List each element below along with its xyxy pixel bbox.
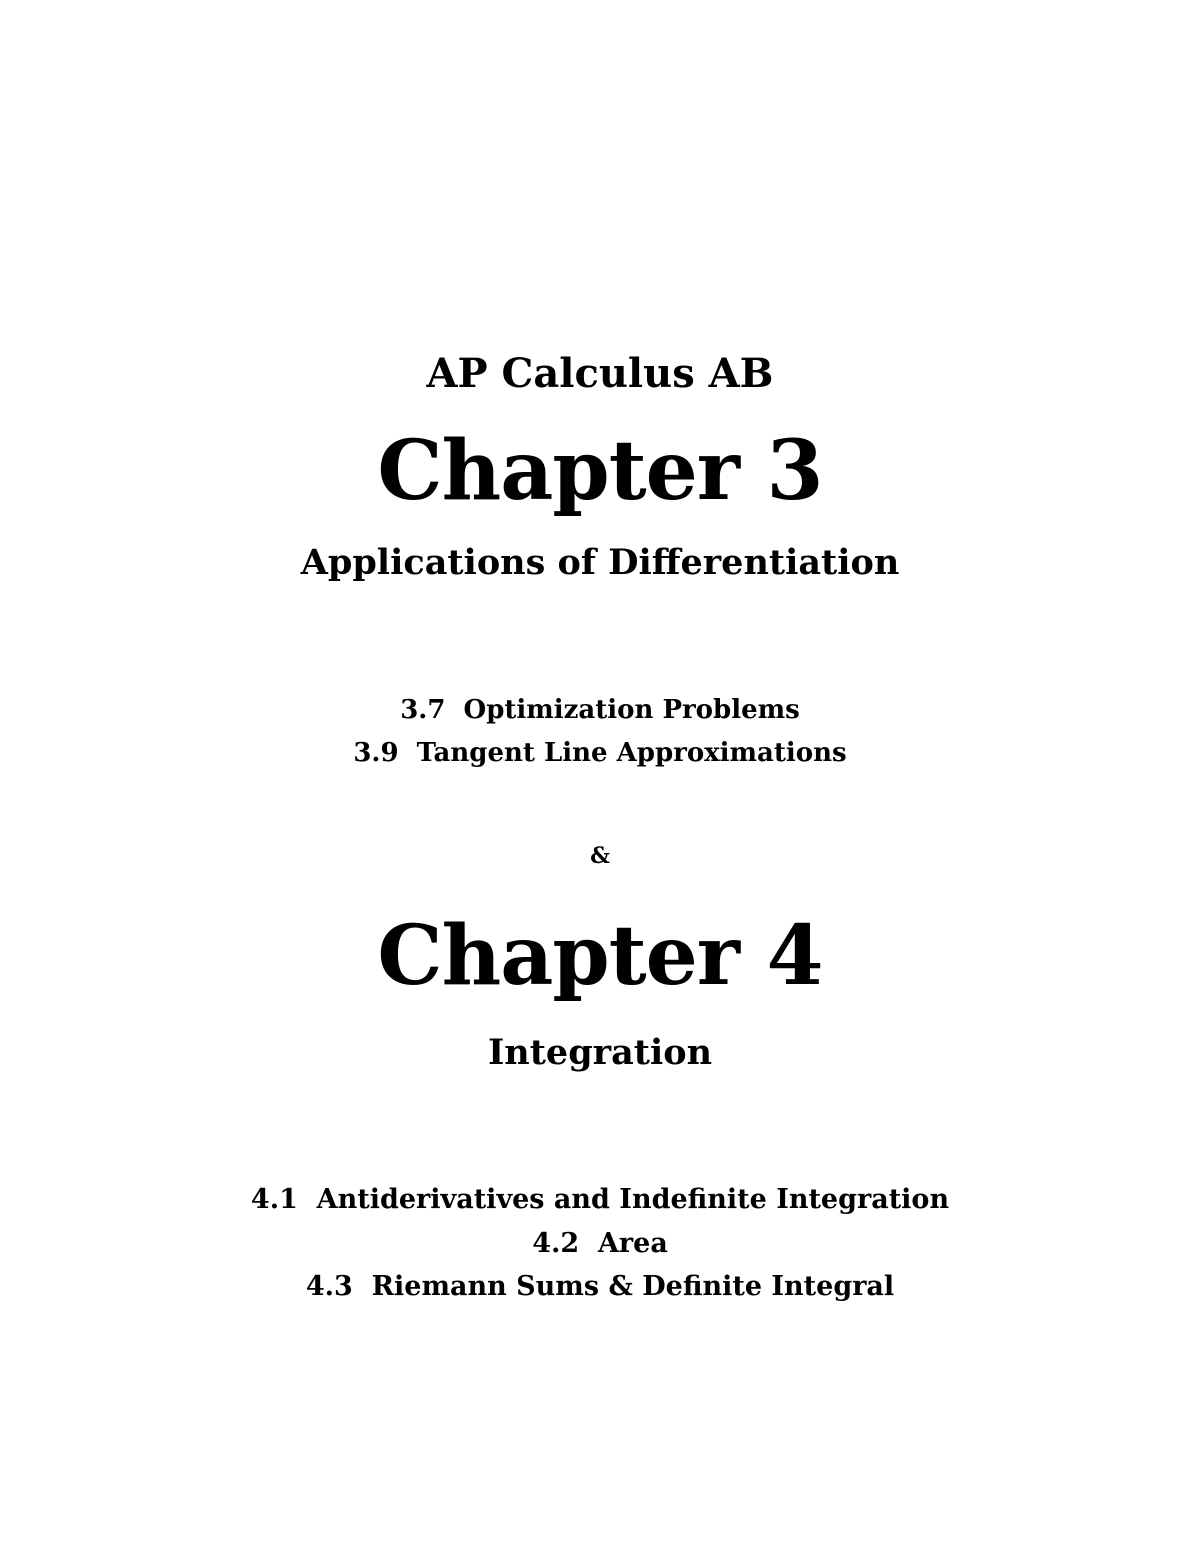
section-item: 4.2 Area	[532, 1228, 668, 1259]
section-item: 3.7 Optimization Problems	[400, 695, 800, 725]
chapter-3-heading: Chapter 3	[377, 423, 823, 519]
chapter-4-heading: Chapter 4	[377, 908, 823, 1004]
course-title: AP Calculus AB	[426, 350, 774, 397]
section-item: 4.1 Antiderivatives and Indefinite Integration	[250, 1184, 950, 1215]
chapter-4-subtitle: Integration	[487, 1032, 713, 1073]
section-item: 4.3 Riemann Sums & Definite Integral	[305, 1271, 895, 1302]
chapter-3-subtitle: Applications of Differentiation	[300, 542, 900, 583]
section-item: 3.9 Tangent Line Approximations	[353, 738, 847, 768]
chapter-separator: &	[590, 843, 610, 869]
